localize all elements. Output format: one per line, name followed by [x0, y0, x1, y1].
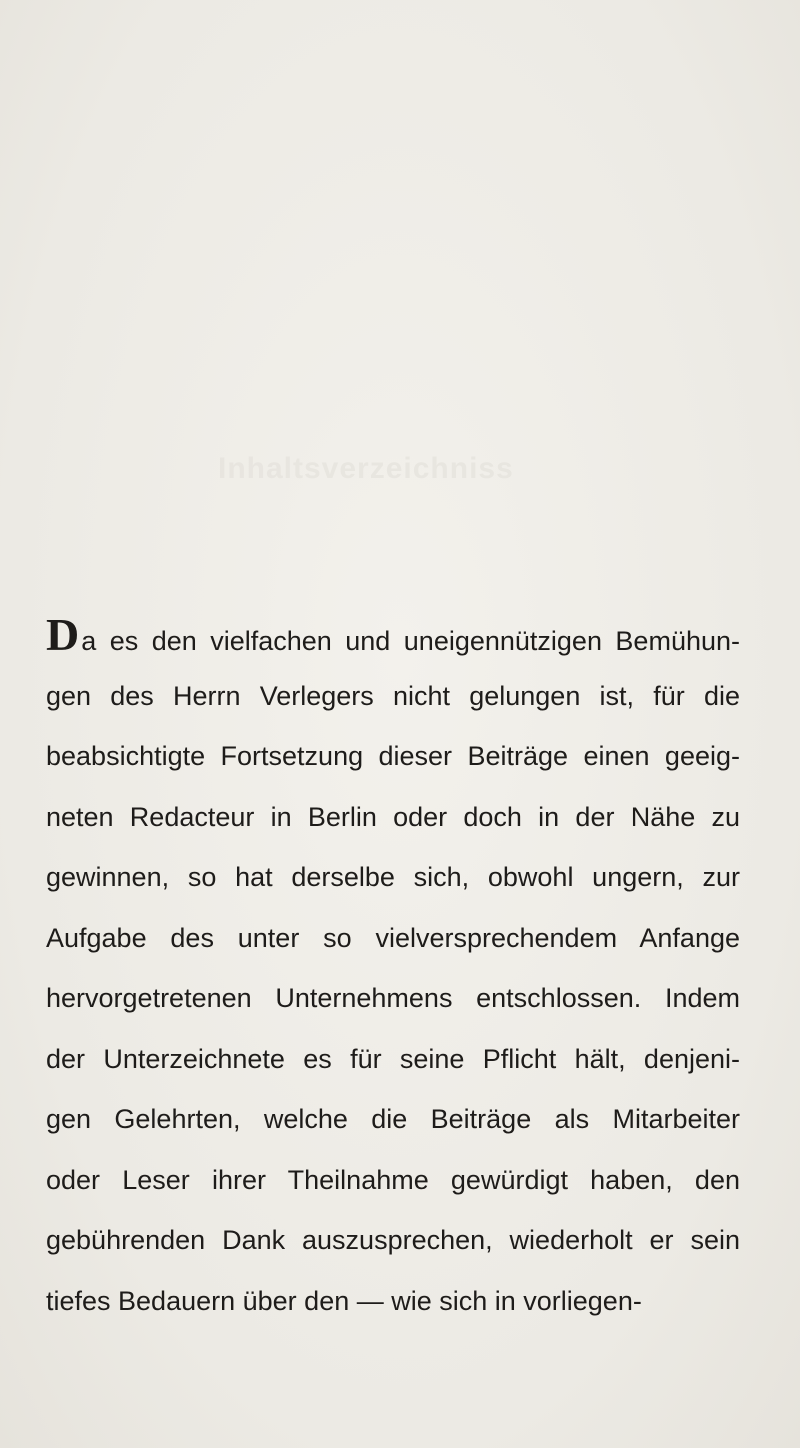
drop-cap: D	[46, 609, 80, 660]
text-line-4: neten Redacteur in Berlin oder doch in der Nähe zu	[46, 801, 740, 832]
show-through-heading: Inhaltsverzeichniss	[218, 452, 514, 485]
text-line-3: beabsichtigte Fortsetzung dieser Beiträge einen geeig-	[46, 741, 740, 771]
text-line-1-content: a es den vielfachen und uneigennützigen Bemühun-	[81, 626, 740, 656]
text-line-6: Aufgabe des unter so vielversprechendem Anfange	[46, 922, 740, 953]
text-line-5: gewinnen, so hat derselbe sich, obwohl ungern, zur	[46, 862, 740, 892]
text-line-10: oder Leser ihrer Theilnahme gewürdigt haben, den	[46, 1164, 740, 1195]
text-line-1	[46, 605, 740, 666]
text-line-12: tiefes Bedauern über den — wie sich in vorliegen-	[46, 1285, 642, 1316]
text-line-9: gen Gelehrten, welche die Beiträge als Mitarbeiter	[46, 1104, 740, 1134]
text-line-2: gen des Herrn Verlegers nicht gelungen ist, für die	[46, 680, 740, 711]
text-line-11: gebührenden Dank auszusprechen, wiederholt er sein	[46, 1225, 740, 1255]
body-text	[46, 605, 740, 1331]
text-line-8: der Unterzeichnete es für seine Pflicht hält, denjeni-	[46, 1043, 740, 1074]
text-line-7: hervorgetretenen Unternehmens entschlossen. Indem	[46, 983, 740, 1013]
